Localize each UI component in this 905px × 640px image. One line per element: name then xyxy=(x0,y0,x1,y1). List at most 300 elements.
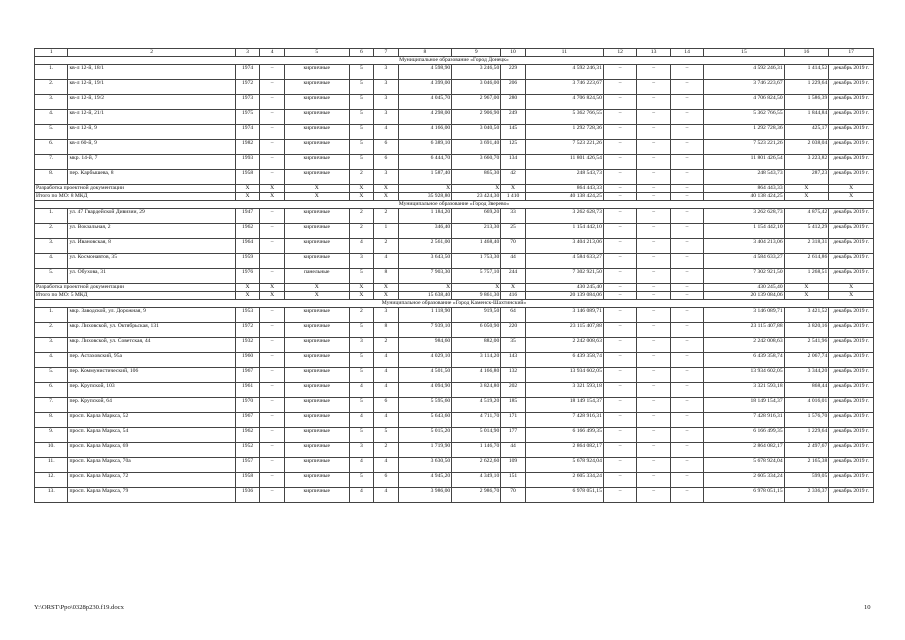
cell-c12: – xyxy=(603,323,636,338)
cell-c17: декабрь 2019 г. xyxy=(829,473,874,488)
cell-c9: 4 711,70 xyxy=(452,413,501,428)
cell-c11: 864 443,33 xyxy=(525,185,603,193)
cell-c9: 2 967,00 xyxy=(452,95,501,110)
cell-c8: 1 587,40 xyxy=(398,170,452,185)
cell-c7: 3 xyxy=(374,80,399,95)
cell-c17: декабрь 2019 г. xyxy=(829,65,874,80)
cell-c10: 1 410 xyxy=(501,193,526,201)
cell-c7: 1 xyxy=(374,224,399,239)
cell-c17: X xyxy=(829,193,874,201)
cell-c7: 4 xyxy=(374,458,399,473)
cell-c15: 7 428 916,31 xyxy=(704,413,784,428)
cell-mat: кирпичные xyxy=(284,473,349,488)
design-docs-row xyxy=(35,185,874,193)
cell-c4: – xyxy=(260,65,285,80)
cell-c7: 2 xyxy=(374,338,399,353)
cell-c16: 2 318,31 xyxy=(784,239,829,254)
cell-c14: – xyxy=(670,413,703,428)
cell-c7: 2 xyxy=(374,209,399,224)
cell-c15: 20 139 084,06 xyxy=(704,292,784,300)
cell-c14: – xyxy=(670,95,703,110)
cell-c17: декабрь 2019 г. xyxy=(829,254,874,269)
cell-c6: X xyxy=(349,284,374,292)
cell-c6: 4 xyxy=(349,239,374,254)
cell-c13: – xyxy=(637,269,670,284)
cell-year: 1958 xyxy=(235,473,260,488)
cell-c7: 3 xyxy=(374,170,399,185)
cell-addr: пер. Коммунистический, 106 xyxy=(68,368,235,383)
cell-c4: – xyxy=(260,95,285,110)
cell-c9: 213,30 xyxy=(452,224,501,239)
cell-c17: декабрь 2019 г. xyxy=(829,413,874,428)
cell-c12: – xyxy=(603,368,636,383)
cell-n: 7. xyxy=(35,155,68,170)
cell-c8: 7 903,30 xyxy=(398,269,452,284)
cell-c6: 2 xyxy=(349,308,374,323)
cell-addr: ул. Обухова, 31 xyxy=(68,269,235,284)
cell-c9: 2 906,90 xyxy=(452,110,501,125)
cell-addr: мкр. Лиховской, ул. Советская, 44 xyxy=(68,338,235,353)
cell-c8: 4 045,70 xyxy=(398,95,452,110)
cell-c4: – xyxy=(260,413,285,428)
cell-c12: – xyxy=(603,428,636,443)
cell-c9: 6 050,90 xyxy=(452,323,501,338)
cell-c7: 2 xyxy=(374,239,399,254)
cell-c6: X xyxy=(349,193,374,201)
cell-n: 4. xyxy=(35,110,68,125)
cell-c10: 134 xyxy=(501,155,526,170)
cell-c8: 4 166,00 xyxy=(398,125,452,140)
table-row xyxy=(35,254,874,269)
cell-addr: кв-л 12-й, 19/1 xyxy=(68,80,235,95)
cell-c12: – xyxy=(603,308,636,323)
cell-c6: X xyxy=(349,185,374,193)
column-number: 5 xyxy=(284,49,349,57)
column-number: 2 xyxy=(68,49,235,57)
cell-c16: 868,44 xyxy=(784,383,829,398)
cell-c8: 4 399,00 xyxy=(398,80,452,95)
cell-c13: – xyxy=(637,110,670,125)
cell-c4: – xyxy=(260,140,285,155)
cell-c3: X xyxy=(235,292,260,300)
cell-n: 5. xyxy=(35,125,68,140)
cell-c12: – xyxy=(603,353,636,368)
cell-year: 1976 xyxy=(235,269,260,284)
cell-c17: декабрь 2019 г. xyxy=(829,323,874,338)
cell-c17: X xyxy=(829,292,874,300)
cell-addr: просп. Карла Маркса, 70а xyxy=(68,458,235,473)
column-number: 12 xyxy=(603,49,636,57)
cell-mat: кирпичные xyxy=(284,323,349,338)
cell-c6: 5 xyxy=(349,269,374,284)
cell-c4: – xyxy=(260,488,285,503)
cell-c7: 4 xyxy=(374,254,399,269)
cell-c3: X xyxy=(235,284,260,292)
row-label: Итого по МО: 5 МКД xyxy=(35,292,236,300)
cell-c17: декабрь 2019 г. xyxy=(829,155,874,170)
cell-c10: 143 xyxy=(501,353,526,368)
cell-c5: X xyxy=(284,284,349,292)
cell-c12: – xyxy=(603,458,636,473)
cell-c9: 919,50 xyxy=(452,308,501,323)
cell-c14: – xyxy=(670,428,703,443)
cell-c7: 3 xyxy=(374,65,399,80)
cell-c12: – xyxy=(603,185,636,193)
cell-c12: – xyxy=(603,65,636,80)
cell-c16: 2 497,67 xyxy=(784,443,829,458)
cell-c8: 4 501,50 xyxy=(398,368,452,383)
cell-c8: 2 561,00 xyxy=(398,239,452,254)
cell-c4: – xyxy=(260,110,285,125)
cell-c12: – xyxy=(603,209,636,224)
cell-c6: 5 xyxy=(349,353,374,368)
cell-mat: кирпичные xyxy=(284,80,349,95)
cell-addr: мкр. Заводской, ул. Дорожная, 9 xyxy=(68,308,235,323)
cell-c9: 4 166,80 xyxy=(452,368,501,383)
cell-c6: 5 xyxy=(349,368,374,383)
cell-c9: 3 040,50 xyxy=(452,125,501,140)
cell-c6: 2 xyxy=(349,170,374,185)
cell-c9: 3 046,00 xyxy=(452,80,501,95)
cell-c12: – xyxy=(603,338,636,353)
cell-addr: кв-л 12-й, 21/1 xyxy=(68,110,235,125)
cell-c8: 4 029,10 xyxy=(398,353,452,368)
cell-c14: – xyxy=(670,110,703,125)
cell-c12: – xyxy=(603,110,636,125)
cell-c7: 4 xyxy=(374,353,399,368)
cell-c9: 3 660,70 xyxy=(452,155,501,170)
cell-c6: 2 xyxy=(349,209,374,224)
cell-addr: ул. Вокзальная, 2 xyxy=(68,224,235,239)
cell-c7: 8 xyxy=(374,269,399,284)
table-row xyxy=(35,155,874,170)
cell-year: 1947 xyxy=(235,209,260,224)
cell-c8: 35 928,80 xyxy=(398,193,452,201)
cell-c9: 2 622,60 xyxy=(452,458,501,473)
cell-c14: – xyxy=(670,125,703,140)
table-row xyxy=(35,383,874,398)
cell-n: 5. xyxy=(35,368,68,383)
cell-n: 13. xyxy=(35,488,68,503)
cell-addr: просп. Карла Маркса, 52 xyxy=(68,413,235,428)
cell-mat: кирпичные xyxy=(284,428,349,443)
cell-c13: – xyxy=(637,488,670,503)
cell-c13: – xyxy=(637,65,670,80)
cell-c7: 3 xyxy=(374,95,399,110)
cell-c17: декабрь 2019 г. xyxy=(829,443,874,458)
cell-mat: кирпичные xyxy=(284,398,349,413)
cell-c7: X xyxy=(374,284,399,292)
cell-n: 6. xyxy=(35,140,68,155)
cell-c6: 4 xyxy=(349,413,374,428)
cell-c4 xyxy=(260,254,285,269)
cell-c6: 5 xyxy=(349,95,374,110)
cell-c14: – xyxy=(670,170,703,185)
cell-c16: 1 229,64 xyxy=(784,80,829,95)
cell-c14: – xyxy=(670,443,703,458)
cell-c16: 425,17 xyxy=(784,125,829,140)
cell-c13: – xyxy=(637,170,670,185)
cell-c15: 5 678 924,04 xyxy=(704,458,784,473)
cell-addr: кв-л 12-й, 18/1 xyxy=(68,65,235,80)
cell-c16: 1 229,64 xyxy=(784,428,829,443)
cell-c14: – xyxy=(670,80,703,95)
cell-c17: декабрь 2019 г. xyxy=(829,398,874,413)
cell-c6: 3 xyxy=(349,443,374,458)
design-docs-row xyxy=(35,284,874,292)
housing-register-table xyxy=(34,48,874,503)
cell-c14: – xyxy=(670,308,703,323)
cell-c15: 3 746 223,67 xyxy=(704,80,784,95)
cell-c17: декабрь 2019 г. xyxy=(829,338,874,353)
cell-c8: 5 595,60 xyxy=(398,398,452,413)
cell-c7: 2 xyxy=(374,443,399,458)
cell-c15: 4 584 633,27 xyxy=(704,254,784,269)
cell-c10: 249 xyxy=(501,110,526,125)
cell-c7: X xyxy=(374,193,399,201)
cell-n: 10. xyxy=(35,443,68,458)
cell-c10: 151 xyxy=(501,473,526,488)
cell-c14: – xyxy=(670,185,703,193)
cell-c13: – xyxy=(637,284,670,292)
cell-c10: 70 xyxy=(501,239,526,254)
cell-c11: 248 543,73 xyxy=(525,170,603,185)
cell-mat: панельные xyxy=(284,269,349,284)
cell-c14: – xyxy=(670,383,703,398)
cell-mat: кирпичные xyxy=(284,209,349,224)
cell-c4: – xyxy=(260,443,285,458)
cell-c7: 8 xyxy=(374,323,399,338)
cell-c15: 1 292 728,36 xyxy=(704,125,784,140)
cell-c8: 984,60 xyxy=(398,338,452,353)
cell-c11: 13 934 602,05 xyxy=(525,368,603,383)
cell-c12: – xyxy=(603,473,636,488)
cell-c10: 185 xyxy=(501,398,526,413)
cell-c10: 132 xyxy=(501,368,526,383)
cell-c16: 3 223,82 xyxy=(784,155,829,170)
cell-n: 2. xyxy=(35,224,68,239)
cell-c12: – xyxy=(603,224,636,239)
cell-c12: – xyxy=(603,239,636,254)
cell-c11: 7 428 916,31 xyxy=(525,413,603,428)
cell-c8: 3 630,50 xyxy=(398,458,452,473)
cell-c14: – xyxy=(670,398,703,413)
cell-mat: кирпичные xyxy=(284,140,349,155)
cell-c11: 3 746 223,67 xyxy=(525,80,603,95)
cell-c4: – xyxy=(260,308,285,323)
cell-c10: 229 xyxy=(501,65,526,80)
cell-c5: X xyxy=(284,193,349,201)
cell-c15: 13 934 602,05 xyxy=(704,368,784,383)
cell-c12: – xyxy=(603,125,636,140)
cell-c15: 6 439 358,74 xyxy=(704,353,784,368)
table-body xyxy=(35,49,874,503)
cell-c8: 3 643,50 xyxy=(398,254,452,269)
cell-c13: – xyxy=(637,413,670,428)
cell-c17: декабрь 2019 г. xyxy=(829,80,874,95)
cell-c3: X xyxy=(235,185,260,193)
cell-c8: 7 939,10 xyxy=(398,323,452,338)
cell-year: 1958 xyxy=(235,170,260,185)
table-row xyxy=(35,239,874,254)
cell-c6: 5 xyxy=(349,80,374,95)
cell-c14: – xyxy=(670,239,703,254)
column-number: 7 xyxy=(374,49,399,57)
cell-c17: декабрь 2019 г. xyxy=(829,458,874,473)
table-row xyxy=(35,125,874,140)
cell-c17: X xyxy=(829,284,874,292)
cell-addr: ул. Ивановская, 8 xyxy=(68,239,235,254)
cell-c16: 2 336,37 xyxy=(784,488,829,503)
cell-c15: 2 605 334,24 xyxy=(704,473,784,488)
cell-c17: декабрь 2019 г. xyxy=(829,95,874,110)
cell-c8: 1 719,90 xyxy=(398,443,452,458)
cell-c6: 5 xyxy=(349,155,374,170)
column-number: 17 xyxy=(829,49,874,57)
cell-c12: – xyxy=(603,269,636,284)
cell-c10: 109 xyxy=(501,458,526,473)
cell-c11: 4 592 246,31 xyxy=(525,65,603,80)
cell-c12: – xyxy=(603,443,636,458)
cell-c12: – xyxy=(603,95,636,110)
cell-c13: – xyxy=(637,209,670,224)
table-row xyxy=(35,488,874,503)
cell-mat: кирпичные xyxy=(284,110,349,125)
cell-c6: 5 xyxy=(349,65,374,80)
cell-c9: 4 349,10 xyxy=(452,473,501,488)
cell-c9: 1 753,30 xyxy=(452,254,501,269)
cell-c9: 4 519,20 xyxy=(452,398,501,413)
table-row xyxy=(35,65,874,80)
cell-c16: 3 820,16 xyxy=(784,323,829,338)
cell-c17: декабрь 2019 г. xyxy=(829,239,874,254)
page-number: 10 xyxy=(864,604,871,611)
cell-addr: кв-л 12-й, 9 xyxy=(68,125,235,140)
cell-c6: 5 xyxy=(349,125,374,140)
cell-c7: 4 xyxy=(374,125,399,140)
cell-c16: 2 614,86 xyxy=(784,254,829,269)
column-number: 9 xyxy=(452,49,501,57)
cell-n: 7. xyxy=(35,398,68,413)
cell-c16: 3 421,52 xyxy=(784,308,829,323)
column-number: 13 xyxy=(637,49,670,57)
cell-year: 1964 xyxy=(235,239,260,254)
cell-c10: 33 xyxy=(501,209,526,224)
cell-c13: – xyxy=(637,368,670,383)
table-row xyxy=(35,110,874,125)
cell-c17: декабрь 2019 г. xyxy=(829,170,874,185)
cell-c10: 25 xyxy=(501,224,526,239)
column-number: 4 xyxy=(260,49,285,57)
cell-c4: X xyxy=(260,185,285,193)
cell-c14: – xyxy=(670,140,703,155)
municipality-heading-row xyxy=(35,201,874,209)
cell-c13: – xyxy=(637,185,670,193)
cell-c13: – xyxy=(637,473,670,488)
cell-c10: 44 xyxy=(501,443,526,458)
cell-year: 1959 xyxy=(235,254,260,269)
cell-c14: – xyxy=(670,224,703,239)
cell-c7: X xyxy=(374,292,399,300)
cell-c16: 5 412,29 xyxy=(784,224,829,239)
table-row xyxy=(35,398,874,413)
cell-c4: – xyxy=(260,458,285,473)
cell-c13: – xyxy=(637,383,670,398)
cell-mat: кирпичные xyxy=(284,125,349,140)
cell-c4: – xyxy=(260,125,285,140)
cell-c10: 202 xyxy=(501,383,526,398)
cell-c11: 1 154 442,10 xyxy=(525,224,603,239)
cell-c13: – xyxy=(637,308,670,323)
cell-mat: кирпичные xyxy=(284,443,349,458)
cell-c7: 3 xyxy=(374,308,399,323)
cell-year: 1974 xyxy=(235,125,260,140)
document-sheet xyxy=(34,48,874,503)
cell-c8: 5 643,60 xyxy=(398,413,452,428)
cell-c12: – xyxy=(603,254,636,269)
cell-c6: 5 xyxy=(349,110,374,125)
cell-c13: – xyxy=(637,80,670,95)
cell-mat: кирпичные xyxy=(284,65,349,80)
cell-c13: – xyxy=(637,239,670,254)
cell-n: 2. xyxy=(35,323,68,338)
cell-c4: X xyxy=(260,284,285,292)
cell-c12: – xyxy=(603,284,636,292)
cell-c8: X xyxy=(398,185,452,193)
cell-c12: – xyxy=(603,383,636,398)
cell-c4: – xyxy=(260,170,285,185)
cell-c8: 4 598,90 xyxy=(398,65,452,80)
cell-c14: – xyxy=(670,458,703,473)
cell-year: 1993 xyxy=(235,155,260,170)
cell-mat: кирпичные xyxy=(284,488,349,503)
cell-c12: – xyxy=(603,140,636,155)
cell-c16: 1 576,70 xyxy=(784,413,829,428)
cell-year: 1967 xyxy=(235,368,260,383)
cell-c7: X xyxy=(374,185,399,193)
cell-c9: 1 468,40 xyxy=(452,239,501,254)
cell-c12: – xyxy=(603,80,636,95)
column-number: 14 xyxy=(670,49,703,57)
cell-year: 1972 xyxy=(235,323,260,338)
cell-c13: – xyxy=(637,323,670,338)
cell-c11: 6 439 358,74 xyxy=(525,353,603,368)
cell-c15: 7 523 221,26 xyxy=(704,140,784,155)
row-label: Итого по МО: 8 МКД xyxy=(35,193,236,201)
cell-c16: 2 067,74 xyxy=(784,353,829,368)
cell-c12: – xyxy=(603,413,636,428)
cell-c15: 6 166 499,35 xyxy=(704,428,784,443)
cell-year: 1967 xyxy=(235,413,260,428)
cell-c10: 44 xyxy=(501,254,526,269)
municipality-title: Муниципальное образование «Город Донецк» xyxy=(35,57,874,65)
column-number-header xyxy=(35,49,874,57)
cell-c17: X xyxy=(829,185,874,193)
cell-c7: 6 xyxy=(374,155,399,170)
cell-c4: – xyxy=(260,338,285,353)
table-row xyxy=(35,308,874,323)
table-row xyxy=(35,413,874,428)
cell-c10: 416 xyxy=(501,292,526,300)
cell-year: 1973 xyxy=(235,95,260,110)
cell-c9: 3 691,40 xyxy=(452,140,501,155)
cell-c11: 11 801 426,54 xyxy=(525,155,603,170)
cell-n: 3. xyxy=(35,95,68,110)
cell-mat: кирпичные xyxy=(284,170,349,185)
cell-addr: мкр. Лиховской, ул. Октябрьская, 131 xyxy=(68,323,235,338)
cell-c15: 6 978 051,15 xyxy=(704,488,784,503)
cell-c15: 430 245,40 xyxy=(704,284,784,292)
